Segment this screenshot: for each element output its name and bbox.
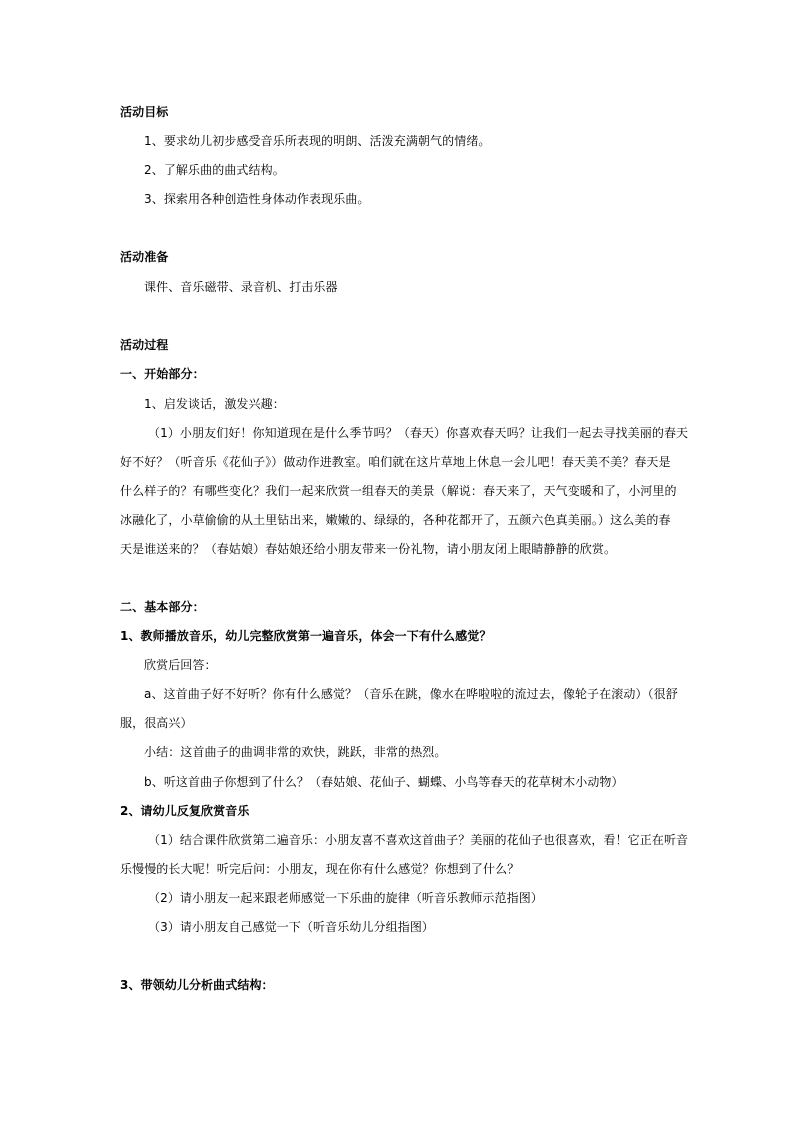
goals-heading: 活动目标 xyxy=(120,105,169,119)
part2-s2-3: （3）请小朋友自己感觉一下（听音乐幼儿分组指图） xyxy=(148,920,435,934)
part1-heading: 一、开始部分： xyxy=(120,367,205,381)
prep-text: 课件、音乐磁带、录音机、打击乐器 xyxy=(144,280,338,294)
process-heading: 活动过程 xyxy=(120,338,169,352)
part2-s2-heading: 2、请幼儿反复欣赏音乐 xyxy=(120,804,250,818)
part1-para-line-2: 好不好？（听音乐《花仙子》）做动作进教室。咱们就在这片草地上休息一会儿吧！春天美不美？春天是 xyxy=(120,455,671,469)
part1-para-line-5: 天是谁送来的？（春姑娘）春姑娘还给小朋友带来一份礼物，请小朋友闭上眼睛静静的欣赏。 xyxy=(120,542,617,556)
part2-s1-heading: 1、教师播放音乐，幼儿完整欣赏第一遍音乐，体会一下有什么感觉？ xyxy=(120,629,492,643)
part2-s1-intro: 欣赏后回答： xyxy=(144,658,217,672)
part2-heading: 二、基本部分： xyxy=(120,600,205,614)
part2-s2-1-line-2: 乐慢慢的长大呢！听完后问：小朋友，现在你有什么感觉？你想到了什么？ xyxy=(120,862,520,876)
prep-heading: 活动准备 xyxy=(120,250,169,264)
part1-para-line-3: 什么样子的？有哪些变化？我们一起来欣赏一组春天的美景（解说：春天来了，天气变暖和了，小河里的 xyxy=(120,484,677,498)
part1-para-line-4: 冰融化了，小草偷偷的从土里钻出来，嫩嫩的、绿绿的，各种花都开了，五颜六色真美丽。）这么美的春 xyxy=(120,513,671,527)
goal-item-1: 1、要求幼儿初步感受音乐所表现的明朗、活泼充满朝气的情绪。 xyxy=(144,134,491,148)
part2-s1-a-line-2: 服，很高兴） xyxy=(120,716,193,730)
part2-s1-b: b、听这首曲子你想到了什么？（春姑娘、花仙子、蝴蝶、小鸟等春天的花草树木小动物） xyxy=(144,775,624,789)
part1-step: 1、启发谈话，激发兴趣： xyxy=(144,397,285,411)
part2-s3-heading: 3、带领幼儿分析曲式结构： xyxy=(120,978,274,992)
part1-para-line-1: （1）小朋友们好！你知道现在是什么季节吗？（春天）你喜欢春天吗？让我们一起去寻找美丽的春天 xyxy=(148,426,689,440)
part2-s1-a-line-1: a、这首曲子好不好听？你有什么感觉？（音乐在跳，像水在哗啦啦的流过去，像轮子在滚动）（很舒 xyxy=(144,687,678,701)
goal-item-2: 2、了解乐曲的曲式结构。 xyxy=(144,163,285,177)
part2-s2-1-line-1: （1）结合课件欣赏第二遍音乐：小朋友喜不喜欢这首曲子？美丽的花仙子也很喜欢，看！它正在听音 xyxy=(148,833,689,847)
part2-s2-2: （2）请小朋友一起来跟老师感觉一下乐曲的旋律（听音乐教师示范指图） xyxy=(148,891,543,905)
goal-item-3: 3、探索用各种创造性身体动作表现乐曲。 xyxy=(144,192,370,206)
part2-s1-summary: 小结：这首曲子的曲调非常的欢快，跳跃，非常的热烈。 xyxy=(144,745,447,759)
